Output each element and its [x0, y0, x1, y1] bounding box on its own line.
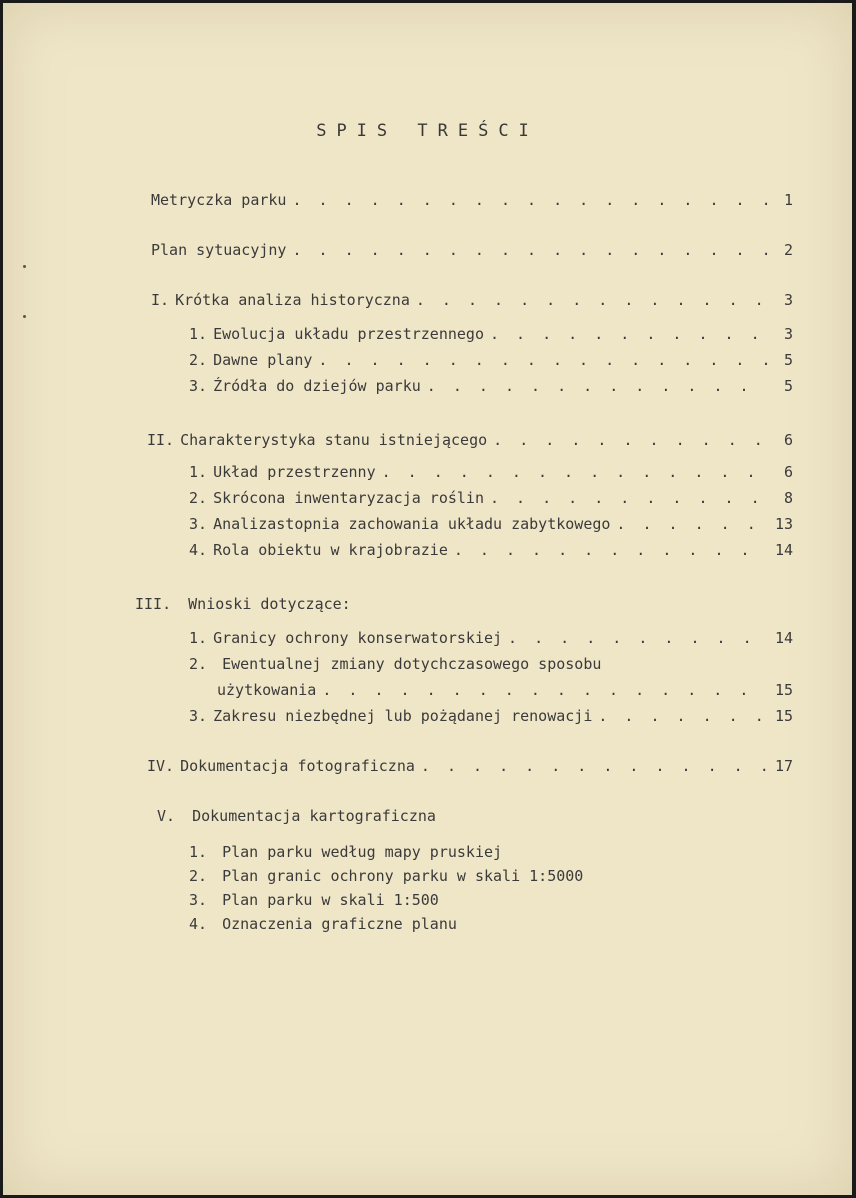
leader-dots — [490, 325, 767, 343]
entry-label: Metryczka parku — [151, 191, 287, 209]
item-label: Skrócona inwentaryzacja roślin — [213, 489, 484, 507]
section-numeral: III. — [135, 595, 172, 613]
item-page: 15 — [774, 707, 793, 725]
section-numeral: I. — [151, 291, 170, 309]
item-page: 5 — [783, 351, 793, 369]
leader-dots — [454, 541, 767, 559]
toc-item-iii-3 — [189, 707, 793, 725]
section-numeral: II. — [147, 431, 175, 449]
entry-label: Plan sytuacyjny — [151, 241, 287, 259]
toc-section-v — [157, 807, 436, 825]
section-label: Krótka analiza historyczna — [175, 291, 410, 309]
item-label: Analizastopnia zachowania układu zabytkowego — [213, 515, 611, 533]
item-label: Źródła do dziejów parku — [213, 377, 421, 395]
toc-item-i-2 — [189, 351, 793, 369]
toc-item-iii-2-cont — [217, 681, 793, 699]
paper-speck — [23, 315, 26, 318]
leader-dots — [322, 681, 767, 699]
toc-entry-plan-sytuacyjny — [151, 241, 793, 259]
item-page: 8 — [783, 489, 793, 507]
leader-dots — [490, 489, 767, 507]
toc-item-iii-1 — [189, 629, 793, 647]
item-page: 13 — [774, 515, 793, 533]
toc-section-iv — [147, 757, 793, 775]
toc-entry-metryczka — [151, 191, 793, 209]
item-number: 1. — [189, 629, 208, 647]
item-label: Plan parku według mapy pruskiej — [222, 843, 503, 861]
toc-item-ii-3 — [189, 515, 793, 533]
item-page: 14 — [774, 629, 793, 647]
item-number: 3. — [189, 891, 208, 909]
item-label: Granicy ochrony konserwatorskiej — [213, 629, 503, 647]
item-label: Ewolucja układu przestrzennego — [213, 325, 484, 343]
item-number: 2. — [189, 351, 208, 369]
entry-page: 2 — [783, 241, 793, 259]
toc-item-v-3 — [189, 891, 439, 909]
item-page: 15 — [774, 681, 793, 699]
leader-dots — [318, 351, 767, 369]
item-label: Oznaczenia graficzne planu — [222, 915, 457, 933]
leader-dots — [493, 431, 767, 449]
item-label: Plan granic ochrony parku w skali 1:5000 — [222, 867, 584, 885]
item-number: 1. — [189, 843, 208, 861]
section-label: Charakterystyka stanu istniejącego — [180, 431, 488, 449]
item-number: 2. — [189, 489, 208, 507]
leader-dots — [598, 707, 767, 725]
toc-item-v-1 — [189, 843, 502, 861]
item-number: 2. — [189, 867, 208, 885]
document-page — [3, 3, 852, 1195]
toc-item-v-2 — [189, 867, 583, 885]
leader-dots — [416, 291, 767, 309]
toc-item-iii-2 — [189, 655, 601, 673]
item-number: 2. — [189, 655, 208, 673]
toc-item-ii-2 — [189, 489, 793, 507]
item-page: 6 — [783, 463, 793, 481]
item-page: 5 — [783, 377, 793, 395]
item-label: Układ przestrzenny — [213, 463, 376, 481]
toc-section-i — [151, 291, 793, 309]
section-label: Wnioski dotyczące: — [188, 595, 351, 613]
leader-dots — [421, 757, 767, 775]
leader-dots — [616, 515, 767, 533]
leader-dots — [427, 377, 767, 395]
item-label-cont: użytkowania — [217, 681, 317, 699]
paper-speck — [23, 265, 26, 268]
section-page: 6 — [783, 431, 793, 449]
leader-dots — [292, 241, 767, 259]
section-label: Dokumentacja fotograficzna — [180, 757, 415, 775]
item-label: Dawne plany — [213, 351, 313, 369]
item-page: 14 — [774, 541, 793, 559]
section-label: Dokumentacja kartograficzna — [192, 807, 436, 825]
item-number: 1. — [189, 463, 208, 481]
toc-item-ii-1 — [189, 463, 793, 481]
toc-section-iii — [135, 595, 351, 613]
item-number: 3. — [189, 707, 208, 725]
section-numeral: IV. — [147, 757, 175, 775]
leader-dots — [508, 629, 767, 647]
leader-dots — [382, 463, 767, 481]
page-title: SPIS TREŚCI — [316, 121, 539, 141]
entry-page: 1 — [783, 191, 793, 209]
item-label: Zakresu niezbędnej lub pożądanej renowacji — [213, 707, 593, 725]
item-number: 1. — [189, 325, 208, 343]
toc-section-ii — [147, 431, 793, 449]
toc-item-i-3 — [189, 377, 793, 395]
leader-dots — [292, 191, 767, 209]
section-page: 3 — [783, 291, 793, 309]
item-label: Rola obiektu w krajobrazie — [213, 541, 448, 559]
item-label: Ewentualnej zmiany dotychczasowego sposobu — [222, 655, 602, 673]
item-number: 3. — [189, 515, 208, 533]
item-label: Plan parku w skali 1:500 — [222, 891, 439, 909]
toc-item-i-1 — [189, 325, 793, 343]
item-number: 3. — [189, 377, 208, 395]
toc-item-v-4 — [189, 915, 457, 933]
item-number: 4. — [189, 915, 208, 933]
section-numeral: V. — [157, 807, 176, 825]
section-page: 17 — [774, 757, 793, 775]
toc-item-ii-4 — [189, 541, 793, 559]
item-number: 4. — [189, 541, 208, 559]
item-page: 3 — [783, 325, 793, 343]
